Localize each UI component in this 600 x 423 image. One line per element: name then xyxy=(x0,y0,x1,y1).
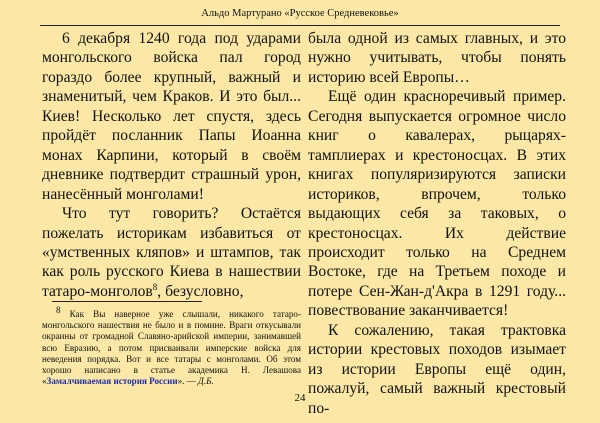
footnote xyxy=(42,304,301,387)
paragraph: Ещё один красноречивый пример. Сегодня выпускается огромное число книг о кавалерах, рыцарях-тамплиерах и крестоносцах. В этих книгах популяризируются записки историков, впрочем, только выдающих себя за таковых, о крестоносцах. Их действие происходит только на Среднем Востоке, где на Третьем походе и потере Сен-Жан-д'Акра в 1291 году... повествование заканчивается! xyxy=(308,88,566,320)
running-header: Альдо Мартурано «Русское Средневековье» xyxy=(201,8,399,19)
right-column xyxy=(308,29,566,418)
paragraph xyxy=(42,204,301,301)
footnote-signature: Д.Б. xyxy=(198,376,214,387)
footnote-text: Как Вы наверное уже слышали, никакого татаро-монгольского нашествия не было и в помине. Враги откусывали окраины от громадной Славяно-арийской империи, занимавшей всю Евразию, а потом присваивали имперские войска для неведения порядка. Вот и все татары с монголами. Об этом хорошо написано в статье академика Н. Левашова « xyxy=(42,309,301,387)
paragraph-text: Что тут говорить? Остаётся пожелать историкам избавиться от «умственных кляпов» и штампов, так как роль русского Киева в нашествии татаро-монголов xyxy=(42,205,301,300)
paragraph: 6 декабря 1240 года под ударами монгольского войска пал город гораздо более крупный, важный и знаменитый, чем Краков. И это был... Киев! Несколько лет спустя, здесь пройдёт посланник Папы Иоанна монах Карпини, который в своём дневнике подтвердит страшный урон, нанесённый монголами! xyxy=(42,30,301,203)
page-number: 24 xyxy=(294,392,306,404)
left-column xyxy=(42,29,301,301)
article-link[interactable]: Замалчиваемая история России xyxy=(46,376,178,387)
footnote-number: 8 xyxy=(56,304,61,315)
paragraph-continuation: была одной из самых главных, и это нужно учитывать, чтобы понять историю всей Европы… xyxy=(308,30,566,86)
footnote-after-link: ». — xyxy=(177,376,199,387)
footnote-reference[interactable]: 8 xyxy=(152,281,158,292)
paragraph: К сожалению, такая трактовка истории крестовых походов изымает из истории Европы ещё один, пожалуй, самый важный крестовый по- xyxy=(308,321,566,417)
paragraph-tail: , безусловно, xyxy=(157,282,244,300)
header-divider xyxy=(40,25,560,26)
footnote-divider xyxy=(52,301,202,302)
